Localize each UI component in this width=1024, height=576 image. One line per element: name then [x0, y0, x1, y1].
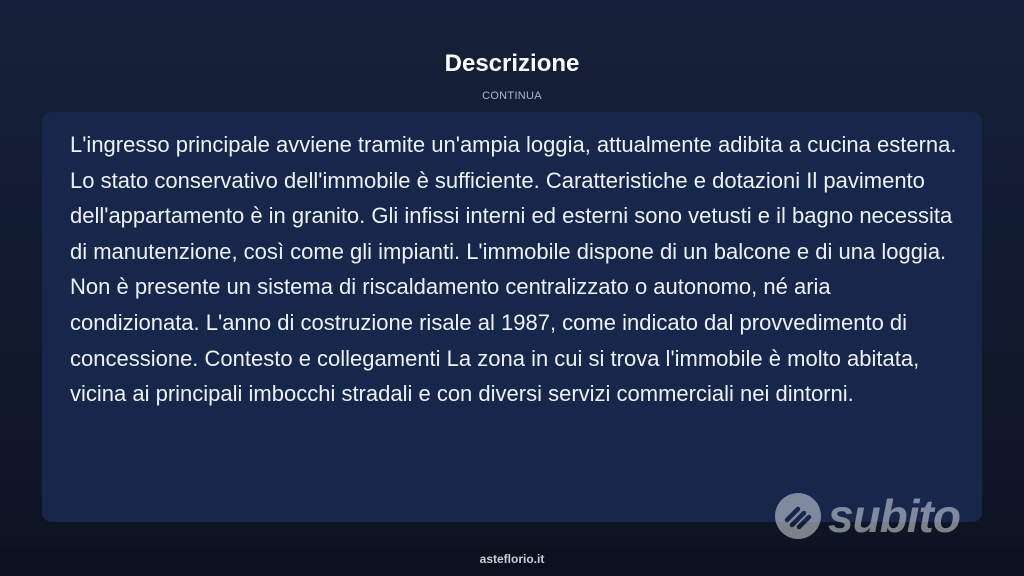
subito-watermark [770, 488, 980, 546]
continue-label[interactable]: CONTINUA [482, 90, 542, 102]
subito-logo-icon [774, 492, 822, 540]
footer-site: asteflorio.it [479, 552, 545, 566]
section-title: Descrizione [444, 50, 580, 77]
description-text: L'ingresso principale avviene tramite un'ampia loggia, attualmente adibita a cucina esterna. Lo stato conservativo dell'immobile è sufficiente. Caratteristiche e dotazioni Il pavimento dell'appartamento è in granito. Gli infissi interni ed esterni sono vetusti e il bagno necessita di manutenzione, così come gli impianti. L'immobile dispone di un balcone e di una loggia. Non è presente un sistema di riscaldamento centralizzato o autonomo, né aria condizionata. L'anno di costruzione risale al 1987, come indicato dal provvedimento di concessione. Contesto e collegamenti La zona in cui si trova l'immobile è molto abitata, vicina ai principali imbocchi stradali e con diversi servizi commerciali nei dintorni. [70, 132, 957, 407]
subito-wordmark: subito [828, 490, 960, 542]
description-card [42, 112, 982, 522]
